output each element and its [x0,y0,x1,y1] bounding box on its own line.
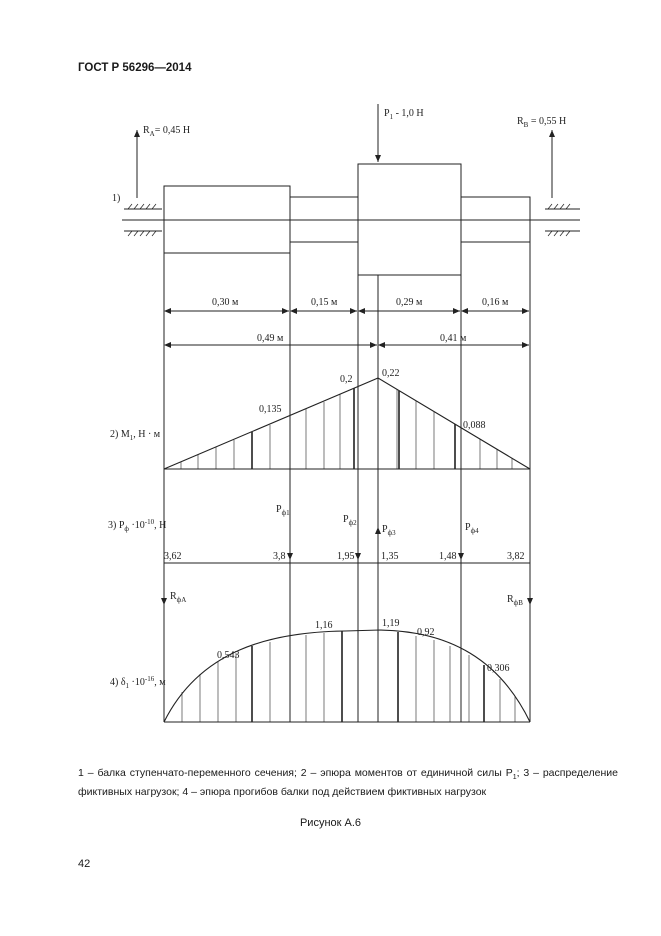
pf4-label: $P_{ф4}$ [465,522,479,535]
moment-value: 0,135 [259,404,282,415]
row-label-2: 2) $M_1$, Н · м [110,429,161,442]
fict-value: 1,35 [381,551,399,562]
deflection-value: 0,92 [417,627,435,638]
deflection-value: 1,16 [315,620,333,631]
figure-title: Рисунок А.6 [299,817,362,829]
dim-label: 0,15 м [311,297,338,308]
pf3-label: $P_{ф3}$ [382,524,396,537]
pf1-label: $P_{ф1}$ [276,504,290,517]
beam-drawing [122,104,580,722]
rfa-label: $R_{фA}$ [170,591,187,604]
fict-value: 1,48 [439,551,457,562]
deflection-diagram [164,630,530,722]
fict-value: 3,62 [164,551,182,562]
fict-value: 3,82 [507,551,525,562]
load-p1-label: $P_1 - 1,0$ Н [384,108,424,121]
deflection-value: 1,19 [382,618,400,629]
dim-label: 0,16 м [482,297,509,308]
moment-value: 0,22 [382,368,400,379]
reaction-a-label: $R_A= 0,45$ Н [143,125,191,138]
dim-label: 0,41 м [440,333,467,344]
rfb-label: $R_{фB}$ [507,594,523,607]
deflection-value: 0,543 [217,650,240,661]
fict-value: 1,95 [337,551,355,562]
pf2-label: $P_{ф2}$ [343,514,357,527]
document-header: ГОСТ Р 56296—2014 [78,62,192,74]
fict-value: 3,8 [273,551,286,562]
dimension-lines [165,311,529,345]
dim-label: 0,30 м [212,297,239,308]
page-number: 42 [78,858,91,870]
dim-label: 0,29 м [396,297,423,308]
row-label-3: 3) $P_ф \cdot 10^{-10}$, Н [108,518,167,533]
row-label-4: 4) $\delta_1 \cdot 10^{-16}$, м [110,675,166,690]
dim-label: 0,49 м [257,333,284,344]
moment-value: 0,088 [463,420,486,431]
reaction-b-label: $R_B = 0,55$ Н [517,116,567,129]
figure-caption: 1 – балка ступенчато-переменного сечения; 2 – эпюра моментов от единичной силы $P_1$; 3 – распределение фиктивных нагрузок; 4 – эпюра прогибов балки под действием фиктивных нагрузок [78,767,618,799]
deflection-value: 0,306 [487,663,510,674]
row-label-1: 1) [112,193,121,204]
moment-value: 0,2 [340,374,353,385]
